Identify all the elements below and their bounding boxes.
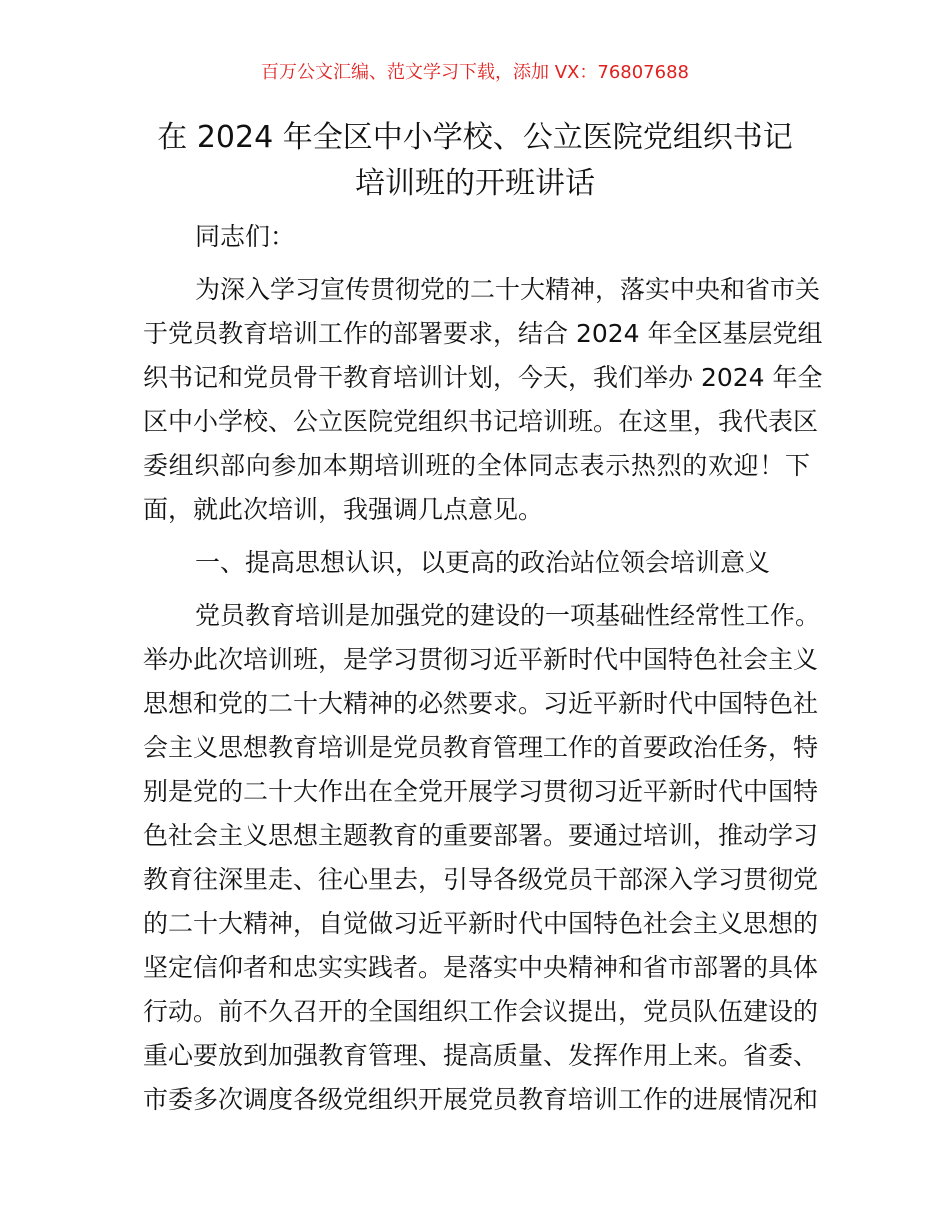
text-line: 别是党的二十大作出在全党开展学习贯彻习近平新时代中国特 <box>143 777 819 806</box>
text-line: 为深入学习宣传贯彻党的二十大精神，落实中央和省市关 <box>195 275 821 304</box>
text-line: 教育往深里走、往心里去，引导各级党员干部深入学习贯彻党 <box>143 865 819 894</box>
paragraph <box>143 594 821 1122</box>
paragraph <box>143 268 823 532</box>
paragraph <box>143 541 810 585</box>
text-line: 一、提高思想认识，以更高的政治站位领会培训意义 <box>195 548 771 577</box>
text-line: 的二十大精神，自觉做习近平新时代中国特色社会主义思想的 <box>143 909 819 938</box>
text-line: 行动。前不久召开的全国组织工作会议提出，党员队伍建设的 <box>143 997 819 1026</box>
text-line: 重心要放到加强教育管理、提高质量、发挥作用上来。省委、 <box>143 1041 819 1070</box>
document-body <box>143 215 823 1122</box>
text-line: 面，就此次培训，我强调几点意见。 <box>143 495 544 524</box>
text-line: 同志们： <box>195 222 296 251</box>
text-line: 市委多次调度各级党组织开展党员教育培训工作的进展情况和 <box>143 1085 819 1114</box>
paragraph <box>143 215 810 259</box>
document-title <box>130 115 820 207</box>
header-banner: 百万公文汇编、范文学习下载，添加 VX：76807688 <box>261 62 689 83</box>
text-line: 思想和党的二十大精神的必然要求。习近平新时代中国特色社 <box>143 689 819 718</box>
text-line: 色社会主义思想主题教育的重要部署。要通过培训，推动学习 <box>143 821 819 850</box>
title-line: 培训班的开班讲话 <box>355 166 595 201</box>
text-line: 会主义思想教育培训是党员教育管理工作的首要政治任务，特 <box>143 733 819 762</box>
text-line: 委组织部向参加本期培训班的全体同志表示热烈的欢迎！下 <box>143 451 810 480</box>
text-line: 坚定信仰者和忠实实践者。是落实中央精神和省市部署的具体 <box>143 953 819 982</box>
text-line: 区中小学校、公立医院党组织书记培训班。在这里，我代表区 <box>143 407 819 436</box>
text-line: 于党员教育培训工作的部署要求，结合 2024 年全区基层党组 <box>143 319 823 348</box>
title-line: 在 2024 年全区中小学校、公立医院党组织书记 <box>157 120 793 155</box>
text-line: 织书记和党员骨干教育培训计划，今天，我们举办 2024 年全 <box>143 363 823 392</box>
text-line: 举办此次培训班，是学习贯彻习近平新时代中国特色社会主义 <box>143 645 819 674</box>
text-line: 党员教育培训是加强党的建设的一项基础性经常性工作。 <box>195 601 821 630</box>
